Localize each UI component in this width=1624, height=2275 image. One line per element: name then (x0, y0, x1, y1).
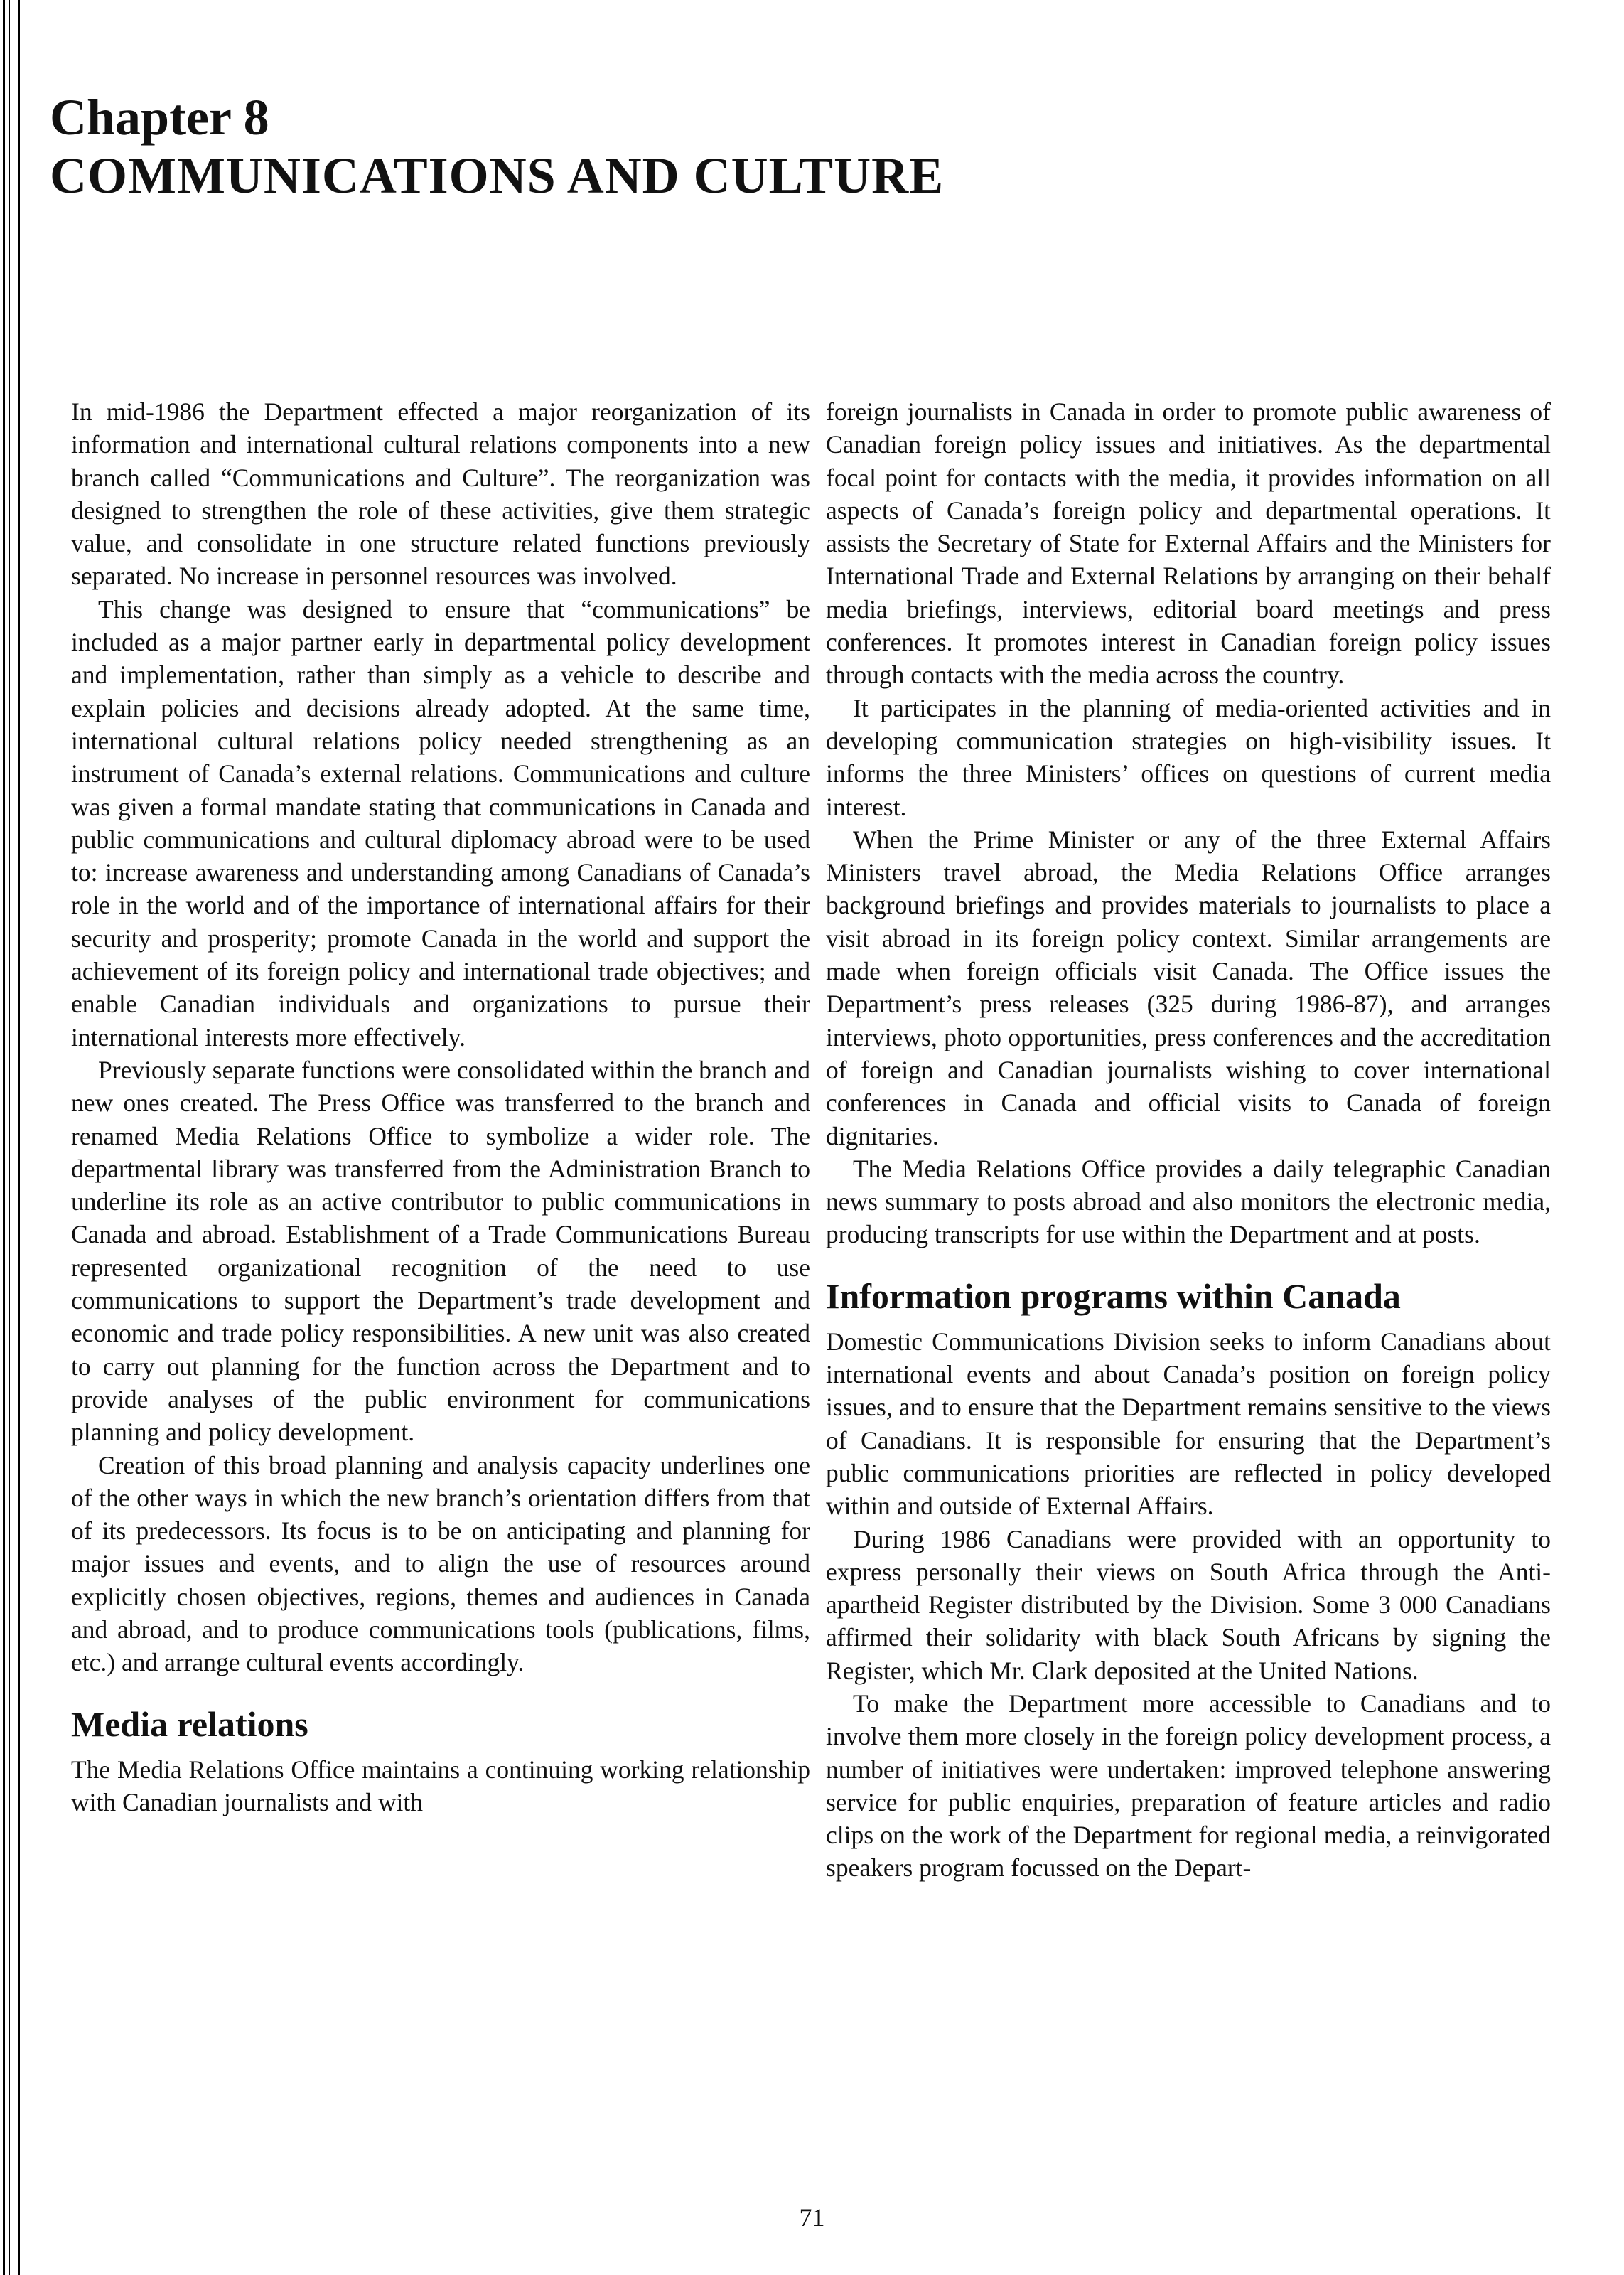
chapter-label: Chapter 8 (50, 89, 269, 146)
chapter-title: COMMUNICATIONS AND CULTURE (50, 147, 945, 204)
paragraph: To make the Department more accessible to Canadians and to involve them more closely in the foreign policy development process, a number of initiatives were undertaken: improved telephone answering service for public enquiries, preparation of feature articles and radio clips on the work of the Department for regional media, a reinvigorated speakers program focussed on the Depart- (826, 1688, 1551, 1883)
paragraph: It participates in the planning of media-oriented activities and in developing communication strategies on high-visibility issues. It informs the three Ministers’ offices on questions of current media interest. (826, 693, 1551, 821)
paragraph: Domestic Communications Division seeks to inform Canadians about international events and about Canada’s position on foreign policy issues, and to ensure that the Department remains sensitive to the views of Canadians. It is responsible for ensuring that the Department’s public communications priorities are reflected in policy developed within and outside of External Affairs. (826, 1327, 1551, 1521)
paragraph: When the Prime Minister or any of the three External Affairs Ministers travel abroad, the Media Relations Office arranges background briefings and provides materials to journalists to place a visit abroad in its foreign policy context. Similar arrangements are made when foreign officials visit Canada. The Office issues the Department’s press releases (325 during 1986-87), and arranges interviews, photo opportunities, press conferences and the accreditation of foreign and Canadian journalists wishing to cover international conferences in Canada and official visits to Canada of foreign dignitaries. (826, 825, 1551, 1150)
section-heading-information-programs: Information programs within Canada (826, 1275, 1401, 1316)
paragraph: The Media Relations Office maintains a continuing working relationship with Canadian journalists and with (71, 1755, 810, 1816)
binding-edge-line (3, 0, 5, 2275)
paragraph: This change was designed to ensure that “communications” be included as a major partner early in departmental policy development and implementation, rather than simply as a vehicle to describe and explain policies and decisions already adopted. At the same time, international cultural relations policy needed strengthening as an instrument of Canada’s external relations. Communications and culture was given a formal mandate stating that communications in Canada and public communications and cultural diplomacy abroad were to be used to: increase awareness and understanding among Canadians of Canada’s role in the world and of the importance of international affairs for their security and prosperity; promote Canada in the world and support the achievement of its foreign policy and international trade objectives; and enable Canadian individuals and organizations to pursue their international interests more effectively. (71, 594, 810, 1051)
paragraph: The Media Relations Office provides a daily telegraphic Canadian news summary to posts abroad and also monitors the electronic media, producing transcripts for use within the Department and at posts. (826, 1154, 1551, 1249)
binding-edge-line (9, 0, 10, 2275)
chapter-heading (50, 89, 944, 205)
left-column (71, 395, 810, 1819)
page-number: 71 (799, 2203, 825, 2232)
paragraph: Previously separate functions were consolidated within the branch and new ones created. The Press Office was transferred to the branch and renamed Media Relations Office to symbolize a wider role. The departmental library was transferred from the Administration Branch to underline its role as an active contributor to public communications in Canada and abroad. Establishment of a Trade Communications Bureau represented organizational recognition of the need to use communications to support the Department’s trade development and economic and trade policy responsibilities. A new unit was also created to carry out planning for the function across the Department and to provide analyses of the public environment for communications planning and policy development. (71, 1055, 810, 1447)
binding-edge-line (18, 0, 20, 2275)
section-heading-media-relations: Media relations (71, 1703, 308, 1744)
paragraph: foreign journalists in Canada in order to promote public awareness of Canadian foreign policy issues and initiatives. As the departmental focal point for contacts with the media, it provides information on all aspects of Canada’s foreign policy and departmental operations. It assists the Secretary of State for External Affairs and the Ministers for International Trade and External Relations by arranging on their behalf media briefings, interviews, editorial board meetings and press conferences. It promotes interest in Canadian foreign policy issues through contacts with the media across the country. (826, 397, 1551, 690)
paragraph: During 1986 Canadians were provided with an opportunity to express personally their views on South Africa through the Anti-apartheid Register distributed by the Division. Some 3 000 Canadians affirmed their solidarity with black South Africans by signing the Register, which Mr. Clark deposited at the United Nations. (826, 1524, 1551, 1685)
paragraph: In mid-1986 the Department effected a major reorganization of its information and international cultural relations components into a new branch called “Communications and Culture”. The reorganization was designed to strengthen the role of these activities, give them strategic value, and consolidate in one structure related functions previously separated. No increase in personnel resources was involved. (71, 397, 810, 591)
paragraph: Creation of this broad planning and analysis capacity underlines one of the other ways in which the new branch’s orientation differs from that of its predecessors. Its focus is to be on anticipating and planning for major issues and events, and to align the use of resources around explicitly chosen objectives, regions, themes and audiences in Canada and abroad, and to produce communications tools (publications, films, etc.) and arrange cultural events accordingly. (71, 1450, 810, 1677)
right-column (826, 395, 1551, 1885)
